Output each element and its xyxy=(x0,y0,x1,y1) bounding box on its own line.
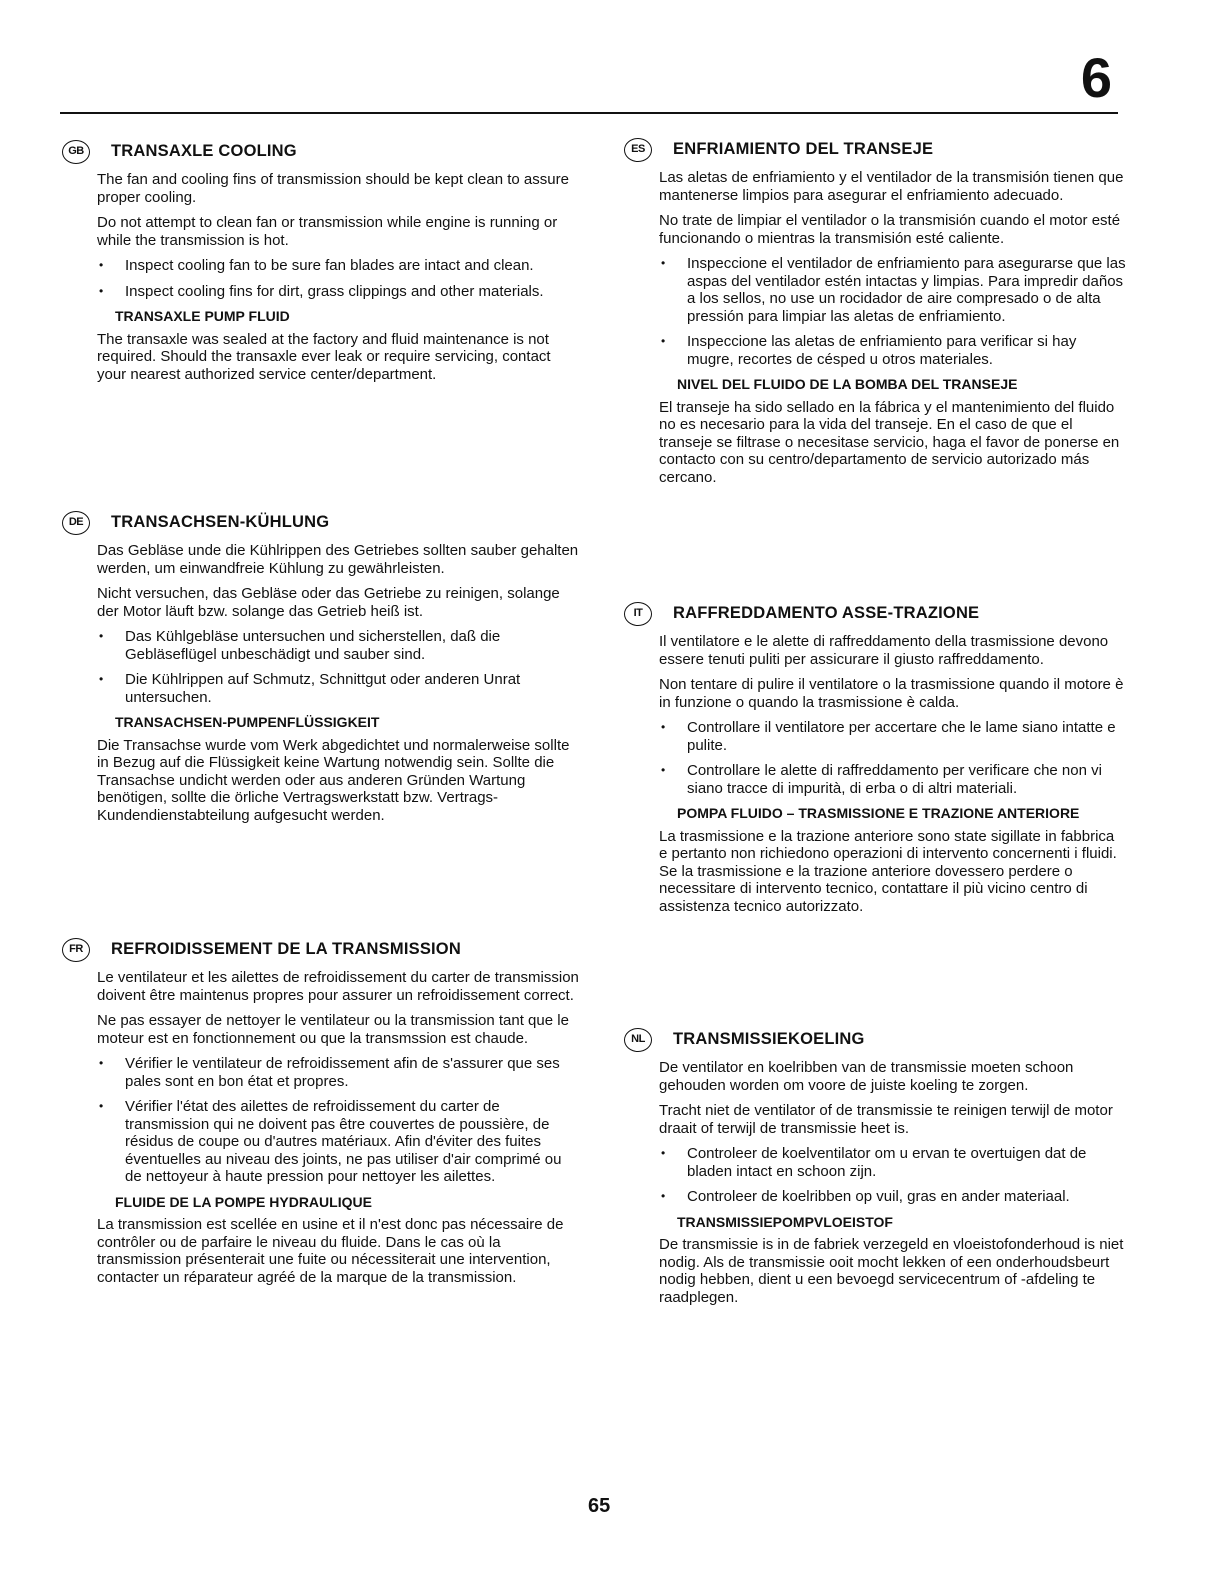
section-nl xyxy=(624,1028,1126,1314)
paragraph: De transmissie is in de fabriek verzegeld en vloeistofonderhoud is niet nodig. Als de transmissie ooit mocht lekken of een onderhoudsbeurt nodig hebben, dient u een bevoegd servicecentrum of -afdeling te raadplegen. xyxy=(659,1236,1124,1306)
section-fr xyxy=(62,938,580,1294)
paragraph: No trate de limpiar el ventilador o la transmisión cuando el motor esté funcionando o mientras la transmisión esté caliente. xyxy=(659,212,1121,247)
paragraph: Las aletas de enfriamiento y el ventilador de la transmisión tienen que mantenerse limpios para asegurar el enfriamiento adecuado. xyxy=(659,169,1124,204)
bullet-item: • Inspeccione el ventilador de enfriamiento para asegurarse que las aspas del ventilador estén intactas y limpias. Para impredir daños a los sellos, no use un rocidador de aire compresado o de alta pressión para limpiar las aletas de enfriamiento. xyxy=(659,255,1126,325)
paragraph: Do not attempt to clean fan or transmission while engine is running or while the transmission is hot. xyxy=(97,214,558,249)
bullet-item: • Das Kühlgebläse untersuchen und sicherstellen, daß die Gebläseflügel unbeschädigt und sauber sind. xyxy=(97,628,580,663)
subsection-title: POMPA FLUIDO – TRASMISSIONE E TRAZIONE ANTERIORE xyxy=(677,805,1080,821)
language-badge-icon: ES xyxy=(624,138,652,162)
language-badge-icon: IT xyxy=(624,602,652,626)
section-title: RAFFREDDAMENTO ASSE-TRAZIONE xyxy=(673,604,980,623)
paragraph: The fan and cooling fins of transmission should be kept clean to assure proper cooling. xyxy=(97,171,569,206)
section-gb xyxy=(62,140,580,391)
header-rule xyxy=(60,112,1118,114)
language-badge-icon: DE xyxy=(62,511,90,535)
paragraph: La trasmissione e la trazione anteriore sono state sigillate in fabbrica e pertanto non richiedono operazioni di intervento concernenti i fluidi. Se la trasmissione e la trazione anteriore dovessero perdere o necessitare di intervento tecnico, contattare il più vicino centro di assistenza tecnico autorizzato. xyxy=(659,827,1117,915)
page-number: 65 xyxy=(588,1495,611,1517)
paragraph: Ne pas essayer de nettoyer le ventilateur ou la transmission tant que le moteur est en fonctionnement ou que la transmssion est chaude. xyxy=(97,1012,569,1047)
chapter-number: 6 xyxy=(1080,46,1112,109)
bullet-item: • Die Kühlrippen auf Schmutz, Schnittgut oder anderen Unrat untersuchen. xyxy=(97,671,580,706)
section-title: TRANSACHSEN-KÜHLUNG xyxy=(111,513,330,532)
section-it xyxy=(624,602,1126,923)
paragraph: De ventilator en koelribben van de transmissie moeten schoon gehouden worden om voore de juiste koeling te zorgen. xyxy=(659,1059,1074,1094)
bullet-item: • Controllare il ventilatore per accertare che le lame siano intatte e pulite. xyxy=(659,719,1126,754)
paragraph: Nicht versuchen, das Gebläse oder das Getriebe zu reinigen, solange der Motor läuft bzw. solange das Getrieb heiß ist. xyxy=(97,585,560,620)
bullet-item: • Controleer de koelribben op vuil, gras en ander materiaal. xyxy=(659,1188,1126,1206)
subsection-title: TRANSAXLE PUMP FLUID xyxy=(115,308,290,324)
bullet-item: • Controllare le alette di raffreddamento per verificare che non vi siano tracce di impurità, di erba o di altri materiali. xyxy=(659,762,1126,797)
subsection-title: TRANSACHSEN-PUMPENFLÜSSIGKEIT xyxy=(115,714,380,730)
section-title: ENFRIAMIENTO DEL TRANSEJE xyxy=(673,140,934,159)
paragraph: Tracht niet de ventilator of de transmissie te reinigen terwijl de motor draait of terwijl de transmissie heet is. xyxy=(659,1102,1113,1137)
paragraph: El transeje ha sido sellado en la fábrica y el mantenimiento del fluido no es necesario para la vida del transeje. En el caso de que el transeje se filtrase o necesitase servicio, haga el favor de ponerse en contacto con su centro/departamento de servicio autorizado más cercano. xyxy=(659,398,1120,486)
section-de xyxy=(62,511,580,832)
bullet-list xyxy=(659,719,1126,797)
paragraph: Le ventilateur et les ailettes de refroidissement du carter de transmission doivent être maintenus propres pour assurer un refroidissement correct. xyxy=(97,969,579,1004)
paragraph: Das Gebläse unde die Kühlrippen des Getriebes sollten sauber gehalten werden, um einwandfreie Kühlung zu gewährleisten. xyxy=(97,542,579,577)
bullet-list xyxy=(97,1055,580,1186)
bullet-item: • Inspect cooling fins for dirt, grass clippings and other materials. xyxy=(97,283,580,301)
bullet-item: • Inspeccione las aletas de enfriamiento para verificar si hay mugre, recortes de césped u otros materiales. xyxy=(659,333,1126,368)
paragraph: Il ventilatore e le alette di raffreddamento della trasmissione devono essere tenuti puliti per assicurare il giusto raffreddamento. xyxy=(659,633,1109,668)
section-title: REFROIDISSEMENT DE LA TRANSMISSION xyxy=(111,940,461,959)
bullet-item: • Inspect cooling fan to be sure fan blades are intact and clean. xyxy=(97,257,580,275)
subsection-title: FLUIDE DE LA POMPE HYDRAULIQUE xyxy=(115,1193,372,1210)
bullet-item: • Vérifier l'état des ailettes de refroidissement du carter de transmission qui ne doivent pas être couvertes de poussière, de résidus de coupe ou d'autres matériaux. Afin d'éviter des fuites éventuelles au niveau des joints, ne pas utiliser d'air comprimé ou de nettoyeur à haute pression pour nettoyer les ailettes. xyxy=(97,1098,580,1186)
section-title: TRANSAXLE COOLING xyxy=(111,142,297,161)
language-badge-icon: NL xyxy=(624,1028,652,1052)
paragraph: Die Transachse wurde vom Werk abgedichtet und normalerweise sollte in Bezug auf die Flüssigkeit keine Wartung notwendig sein. Sollte die Transachse undicht werden oder aus anderen Gründen Wartung benötigen, sollte die örliche Vertragswerkstatt bzw. Vertrags-Kundendienstabteilung aufgesucht werden. xyxy=(97,736,570,824)
language-badge-icon: FR xyxy=(62,938,90,962)
bullet-list xyxy=(97,257,580,300)
bullet-item: • Vérifier le ventilateur de refroidissement afin de s'assurer que ses pales sont en bon état et propres. xyxy=(97,1055,580,1090)
bullet-list xyxy=(659,1145,1126,1206)
paragraph: La transmission est scellée en usine et il n'est donc pas nécessaire de contrôler ou de parfaire le niveau du fluide. Dans le cas où la transmission présenterait une fuite ou nécessiterait une intervention, contacter un réparateur agréé de la marque de la transmission. xyxy=(97,1216,564,1286)
subsection-title: NIVEL DEL FLUIDO DE LA BOMBA DEL TRANSEJE xyxy=(677,376,1018,392)
paragraph: The transaxle was sealed at the factory and fluid maintenance is not required. Should the transaxle ever leak or require servicing, contact your nearest authorized service center/department. xyxy=(97,330,551,383)
bullet-list xyxy=(659,255,1126,368)
section-es xyxy=(624,138,1126,494)
bullet-item: • Controleer de koelventilator om u ervan te overtuigen dat de bladen intact en schoon zijn. xyxy=(659,1145,1126,1180)
section-title: TRANSMISSIEKOELING xyxy=(673,1030,865,1049)
paragraph: Non tentare di pulire il ventilatore o la trasmissione quando il motore è in funzione o quando la trasmissione è calda. xyxy=(659,676,1124,711)
bullet-list xyxy=(97,628,580,706)
language-badge-icon: GB xyxy=(62,140,90,164)
subsection-title: TRANSMISSIEPOMPVLOEISTOF xyxy=(677,1213,893,1230)
